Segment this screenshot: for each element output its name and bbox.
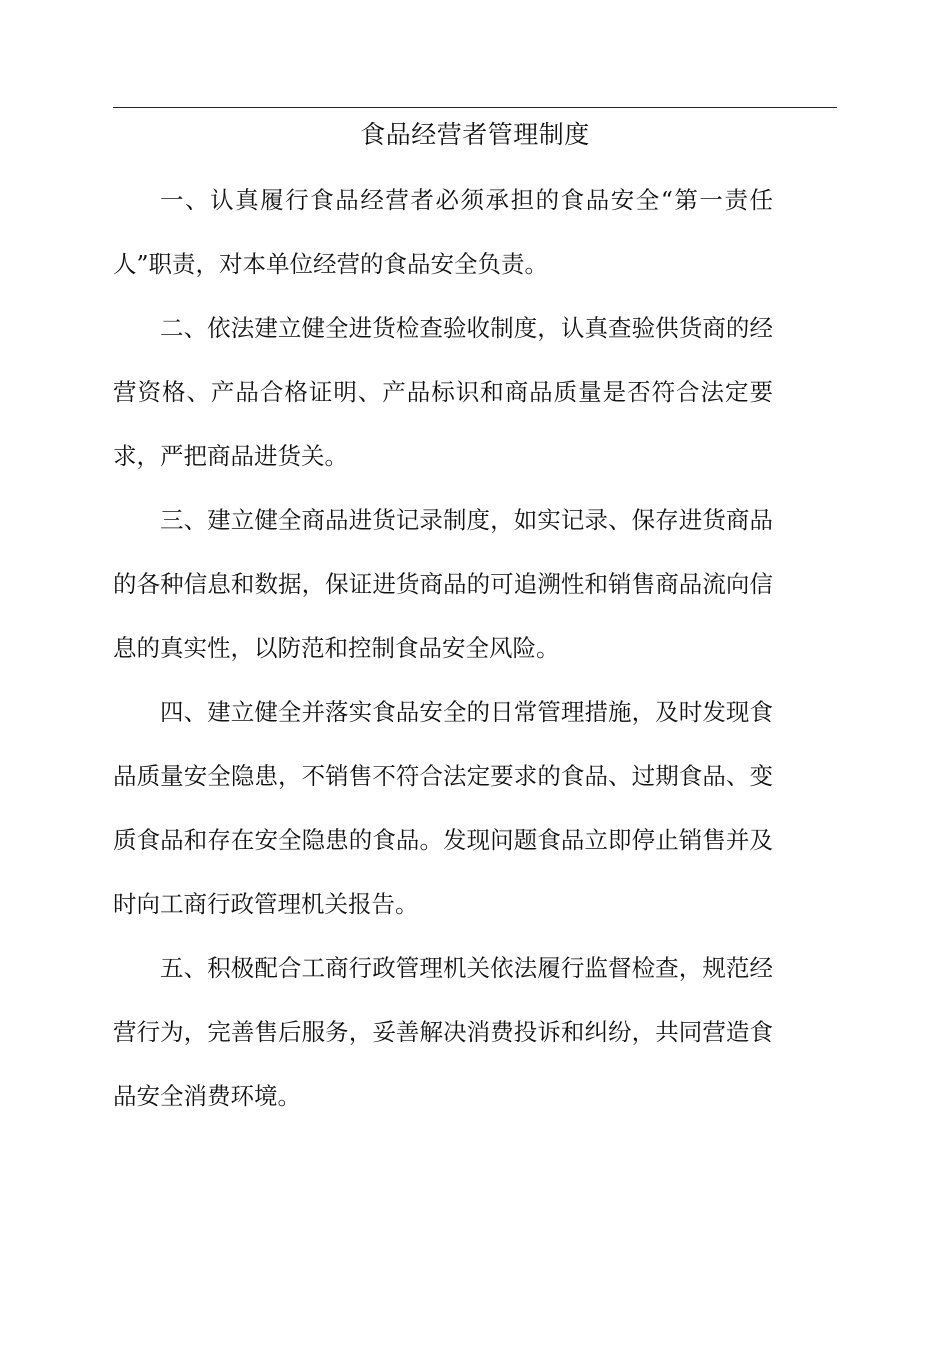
- paragraph-2: 二、依法建立健全进货检查验收制度，认真查验供货商的经营资格、产品合格证明、产品标识和商品质量是否符合法定要求，严把商品进货关。: [113, 314, 773, 470]
- header-rule: [113, 107, 837, 108]
- paragraph-4: 四、建立健全并落实食品安全的日常管理措施，及时发现食品质量安全隐患，不销售不符合法定要求的食品、过期食品、变质食品和存在安全隐患的食品。发现问题食品立即停止销售并及时向工商行政管理机关报告。: [113, 698, 773, 918]
- paragraph-1: 一、认真履行食品经营者必须承担的食品安全“第一责任人”职责，对本单位经营的食品安全负责。: [113, 186, 773, 278]
- document-title: 食品经营者管理制度: [360, 120, 590, 149]
- document-body: [113, 168, 773, 1128]
- paragraph-5: 五、积极配合工商行政管理机关依法履行监督检查，规范经营行为，完善售后服务，妥善解决消费投诉和纠纷，共同营造食品安全消费环境。: [113, 954, 773, 1110]
- paragraph-3: 三、建立健全商品进货记录制度，如实记录、保存进货商品的各种信息和数据，保证进货商品的可追溯性和销售商品流向信息的真实性，以防范和控制食品安全风险。: [113, 506, 773, 662]
